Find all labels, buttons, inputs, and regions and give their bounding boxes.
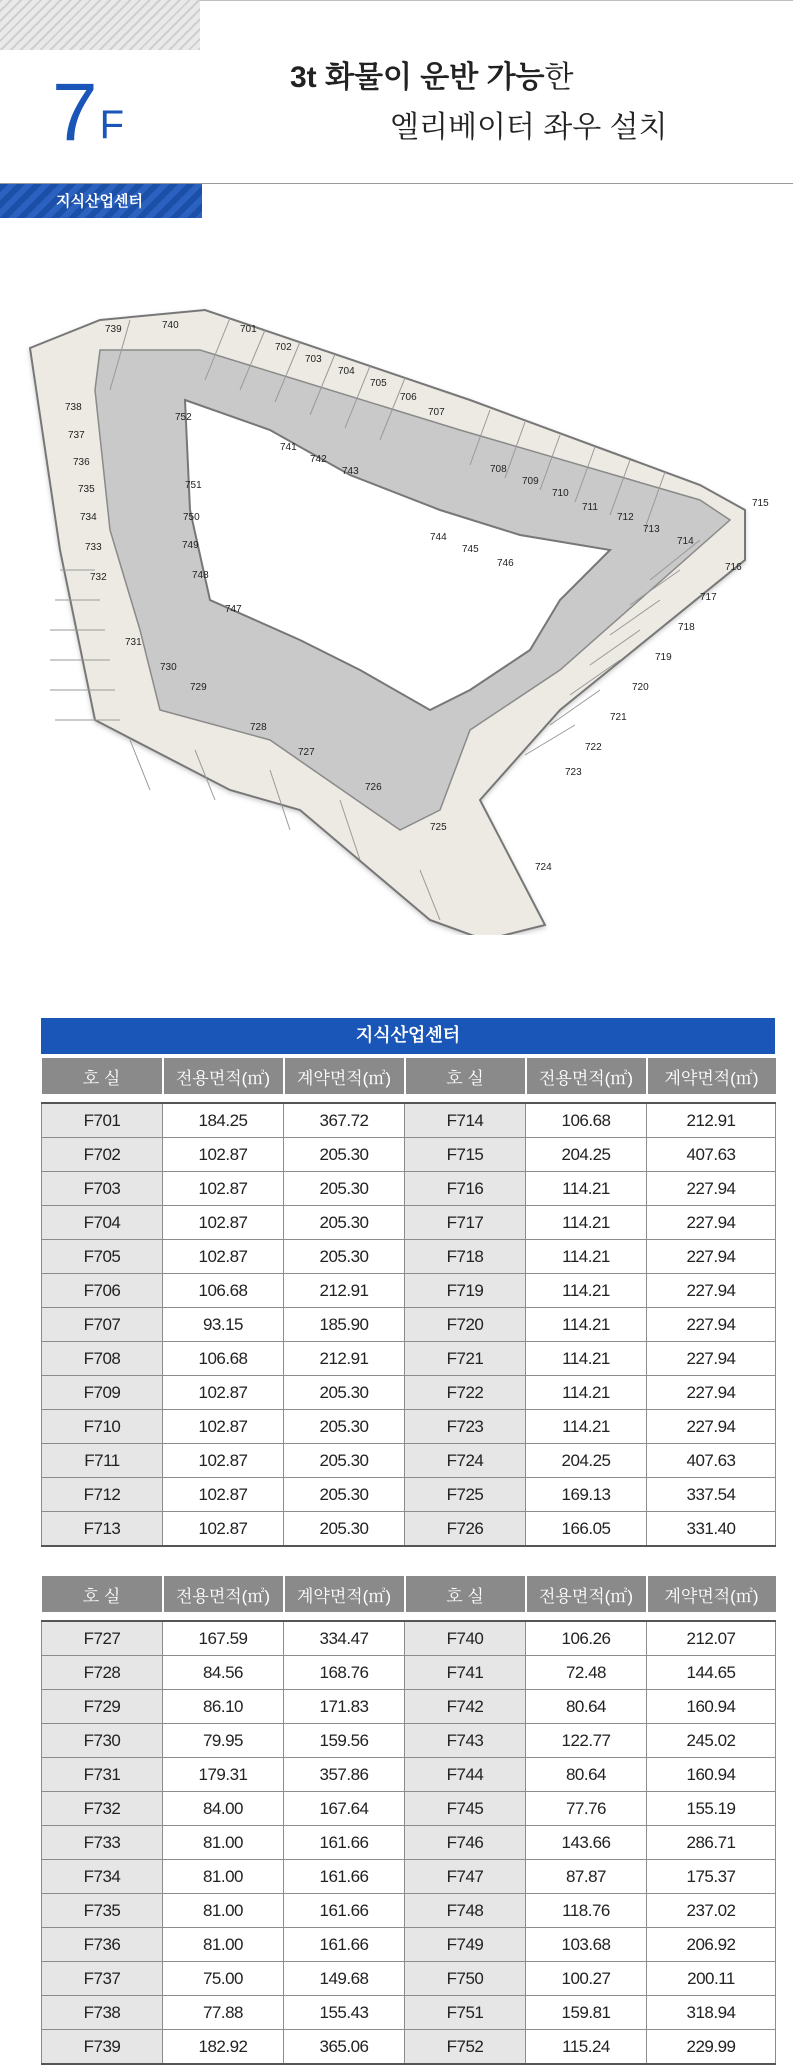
table-row xyxy=(42,1103,776,1138)
exclusive-area-cell: 114.21 xyxy=(526,1274,647,1308)
contract-area-cell: 155.43 xyxy=(284,1996,405,2030)
contract-area-cell: 205.30 xyxy=(284,1444,405,1478)
contract-area-cell: 227.94 xyxy=(647,1342,776,1376)
unit-label-739: 739 xyxy=(105,324,122,335)
exclusive-area-cell: 106.26 xyxy=(526,1621,647,1656)
unit-label-752: 752 xyxy=(175,412,192,423)
room-cell: F715 xyxy=(405,1138,526,1172)
table-row xyxy=(42,1444,776,1478)
contract-area-cell: 161.66 xyxy=(284,1928,405,1962)
unit-label-710: 710 xyxy=(552,488,569,499)
unit-label-711: 711 xyxy=(582,502,598,513)
exclusive-area-cell: 179.31 xyxy=(163,1758,284,1792)
room-cell: F736 xyxy=(42,1928,163,1962)
table-header-row xyxy=(42,1576,776,1612)
contract-area-cell: 205.30 xyxy=(284,1138,405,1172)
table-row xyxy=(42,1342,776,1376)
contract-area-cell: 144.65 xyxy=(647,1656,776,1690)
column-header: 전용면적(㎡) xyxy=(163,1058,284,1094)
contract-area-cell: 205.30 xyxy=(284,1512,405,1547)
contract-area-cell: 212.91 xyxy=(284,1342,405,1376)
unit-label-737: 737 xyxy=(68,430,85,441)
room-cell: F723 xyxy=(405,1410,526,1444)
column-header: 호 실 xyxy=(405,1058,526,1094)
room-cell: F706 xyxy=(42,1274,163,1308)
contract-area-cell: 407.63 xyxy=(647,1444,776,1478)
contract-area-cell: 212.91 xyxy=(647,1103,776,1138)
exclusive-area-cell: 114.21 xyxy=(526,1410,647,1444)
exclusive-area-cell: 118.76 xyxy=(526,1894,647,1928)
exclusive-area-cell: 143.66 xyxy=(526,1826,647,1860)
unit-label-717: 717 xyxy=(700,592,717,603)
room-cell: F718 xyxy=(405,1240,526,1274)
table-row xyxy=(42,1690,776,1724)
room-cell: F749 xyxy=(405,1928,526,1962)
table-row xyxy=(42,1860,776,1894)
unit-label-709: 709 xyxy=(522,476,539,487)
contract-area-cell: 161.66 xyxy=(284,1860,405,1894)
table-title: 지식산업센터 xyxy=(41,1018,775,1054)
unit-label-738: 738 xyxy=(65,402,82,413)
header-hatch-decoration xyxy=(0,0,200,50)
table-row xyxy=(42,1274,776,1308)
unit-label-731: 731 xyxy=(125,637,142,648)
contract-area-cell: 331.40 xyxy=(647,1512,776,1547)
contract-area-cell: 318.94 xyxy=(647,1996,776,2030)
unit-label-742: 742 xyxy=(310,454,327,465)
room-cell: F719 xyxy=(405,1274,526,1308)
exclusive-area-cell: 80.64 xyxy=(526,1690,647,1724)
unit-label-723: 723 xyxy=(565,767,582,778)
column-header: 호 실 xyxy=(42,1058,163,1094)
column-header: 전용면적(㎡) xyxy=(526,1576,647,1612)
exclusive-area-cell: 102.87 xyxy=(163,1376,284,1410)
area-table-1 xyxy=(41,1058,776,1547)
table-row xyxy=(42,1928,776,1962)
exclusive-area-cell: 77.76 xyxy=(526,1792,647,1826)
exclusive-area-cell: 102.87 xyxy=(163,1138,284,1172)
table-row xyxy=(42,1240,776,1274)
unit-label-725: 725 xyxy=(430,822,447,833)
room-cell: F731 xyxy=(42,1758,163,1792)
contract-area-cell: 227.94 xyxy=(647,1274,776,1308)
room-cell: F705 xyxy=(42,1240,163,1274)
section-tag: 지식산업센터 xyxy=(0,184,202,218)
exclusive-area-cell: 102.87 xyxy=(163,1206,284,1240)
column-header: 호 실 xyxy=(405,1576,526,1612)
room-cell: F733 xyxy=(42,1826,163,1860)
exclusive-area-cell: 106.68 xyxy=(163,1274,284,1308)
unit-label-748: 748 xyxy=(192,570,209,581)
room-cell: F750 xyxy=(405,1962,526,1996)
contract-area-cell: 407.63 xyxy=(647,1138,776,1172)
contract-area-cell: 175.37 xyxy=(647,1860,776,1894)
room-cell: F729 xyxy=(42,1690,163,1724)
room-cell: F737 xyxy=(42,1962,163,1996)
exclusive-area-cell: 79.95 xyxy=(163,1724,284,1758)
table-row xyxy=(42,1138,776,1172)
contract-area-cell: 357.86 xyxy=(284,1758,405,1792)
contract-area-cell: 171.83 xyxy=(284,1690,405,1724)
unit-label-744: 744 xyxy=(430,532,447,543)
table-row xyxy=(42,1962,776,1996)
contract-area-cell: 185.90 xyxy=(284,1308,405,1342)
exclusive-area-cell: 81.00 xyxy=(163,1860,284,1894)
contract-area-cell: 205.30 xyxy=(284,1478,405,1512)
table-row xyxy=(42,1758,776,1792)
room-cell: F720 xyxy=(405,1308,526,1342)
room-cell: F701 xyxy=(42,1103,163,1138)
contract-area-cell: 205.30 xyxy=(284,1206,405,1240)
room-cell: F746 xyxy=(405,1826,526,1860)
exclusive-area-cell: 114.21 xyxy=(526,1308,647,1342)
table-row xyxy=(42,1308,776,1342)
exclusive-area-cell: 114.21 xyxy=(526,1342,647,1376)
room-cell: F739 xyxy=(42,2030,163,2065)
unit-label-751: 751 xyxy=(185,480,202,491)
unit-label-730: 730 xyxy=(160,662,177,673)
exclusive-area-cell: 75.00 xyxy=(163,1962,284,1996)
exclusive-area-cell: 122.77 xyxy=(526,1724,647,1758)
exclusive-area-cell: 114.21 xyxy=(526,1206,647,1240)
unit-label-716: 716 xyxy=(725,562,742,573)
exclusive-area-cell: 115.24 xyxy=(526,2030,647,2065)
exclusive-area-cell: 81.00 xyxy=(163,1826,284,1860)
contract-area-cell: 245.02 xyxy=(647,1724,776,1758)
contract-area-cell: 337.54 xyxy=(647,1478,776,1512)
unit-label-720: 720 xyxy=(632,682,649,693)
contract-area-cell: 160.94 xyxy=(647,1690,776,1724)
column-header: 호 실 xyxy=(42,1576,163,1612)
exclusive-area-cell: 182.92 xyxy=(163,2030,284,2065)
column-header: 계약면적(㎡) xyxy=(647,1576,776,1612)
exclusive-area-cell: 169.13 xyxy=(526,1478,647,1512)
unit-label-736: 736 xyxy=(73,457,90,468)
exclusive-area-cell: 102.87 xyxy=(163,1512,284,1547)
exclusive-area-cell: 100.27 xyxy=(526,1962,647,1996)
contract-area-cell: 227.94 xyxy=(647,1172,776,1206)
exclusive-area-cell: 102.87 xyxy=(163,1410,284,1444)
headline-line-2: 엘리베이터 좌우 설치 xyxy=(390,111,668,144)
room-cell: F735 xyxy=(42,1894,163,1928)
room-cell: F712 xyxy=(42,1478,163,1512)
room-cell: F717 xyxy=(405,1206,526,1240)
room-cell: F710 xyxy=(42,1410,163,1444)
unit-label-704: 704 xyxy=(338,366,355,377)
exclusive-area-cell: 106.68 xyxy=(163,1342,284,1376)
exclusive-area-cell: 102.87 xyxy=(163,1444,284,1478)
room-cell: F725 xyxy=(405,1478,526,1512)
exclusive-area-cell: 167.59 xyxy=(163,1621,284,1656)
unit-label-729: 729 xyxy=(190,682,207,693)
contract-area-cell: 227.94 xyxy=(647,1206,776,1240)
unit-label-749: 749 xyxy=(182,540,199,551)
unit-label-718: 718 xyxy=(678,622,695,633)
room-cell: F709 xyxy=(42,1376,163,1410)
contract-area-cell: 227.94 xyxy=(647,1376,776,1410)
exclusive-area-cell: 204.25 xyxy=(526,1444,647,1478)
unit-label-708: 708 xyxy=(490,464,507,475)
unit-label-734: 734 xyxy=(80,512,97,523)
exclusive-area-cell: 166.05 xyxy=(526,1512,647,1547)
room-cell: F703 xyxy=(42,1172,163,1206)
unit-label-715: 715 xyxy=(752,498,769,509)
exclusive-area-cell: 84.00 xyxy=(163,1792,284,1826)
room-cell: F732 xyxy=(42,1792,163,1826)
contract-area-cell: 205.30 xyxy=(284,1376,405,1410)
unit-label-745: 745 xyxy=(462,544,479,555)
contract-area-cell: 200.11 xyxy=(647,1962,776,1996)
room-cell: F748 xyxy=(405,1894,526,1928)
table-row xyxy=(42,2030,776,2065)
contract-area-cell: 205.30 xyxy=(284,1240,405,1274)
unit-label-732: 732 xyxy=(90,572,107,583)
table-row xyxy=(42,1724,776,1758)
exclusive-area-cell: 72.48 xyxy=(526,1656,647,1690)
column-header: 계약면적(㎡) xyxy=(284,1576,405,1612)
unit-label-735: 735 xyxy=(78,484,95,495)
table-row xyxy=(42,1656,776,1690)
unit-label-703: 703 xyxy=(305,354,322,365)
headline-line-1 xyxy=(290,52,668,96)
table-row xyxy=(42,1894,776,1928)
exclusive-area-cell: 87.87 xyxy=(526,1860,647,1894)
contract-area-cell: 227.94 xyxy=(647,1240,776,1274)
unit-label-713: 713 xyxy=(643,524,660,535)
table-row xyxy=(42,1172,776,1206)
room-cell: F740 xyxy=(405,1621,526,1656)
room-cell: F714 xyxy=(405,1103,526,1138)
unit-label-707: 707 xyxy=(428,407,445,418)
floor-plan xyxy=(0,270,793,935)
table-row xyxy=(42,1621,776,1656)
table-row xyxy=(42,1792,776,1826)
room-cell: F707 xyxy=(42,1308,163,1342)
exclusive-area-cell: 102.87 xyxy=(163,1478,284,1512)
room-cell: F745 xyxy=(405,1792,526,1826)
contract-area-cell: 227.94 xyxy=(647,1308,776,1342)
exclusive-area-cell: 159.81 xyxy=(526,1996,647,2030)
table-row xyxy=(42,1376,776,1410)
unit-label-728: 728 xyxy=(250,722,267,733)
exclusive-area-cell: 80.64 xyxy=(526,1758,647,1792)
room-cell: F730 xyxy=(42,1724,163,1758)
table-row xyxy=(42,1512,776,1547)
exclusive-area-cell: 114.21 xyxy=(526,1172,647,1206)
room-cell: F751 xyxy=(405,1996,526,2030)
exclusive-area-cell: 81.00 xyxy=(163,1894,284,1928)
contract-area-cell: 155.19 xyxy=(647,1792,776,1826)
unit-label-733: 733 xyxy=(85,542,102,553)
contract-area-cell: 168.76 xyxy=(284,1656,405,1690)
room-cell: F726 xyxy=(405,1512,526,1547)
exclusive-area-cell: 93.15 xyxy=(163,1308,284,1342)
unit-label-705: 705 xyxy=(370,378,387,389)
unit-label-719: 719 xyxy=(655,652,672,663)
column-header: 전용면적(㎡) xyxy=(163,1576,284,1612)
floor-label xyxy=(52,67,125,158)
room-cell: F747 xyxy=(405,1860,526,1894)
exclusive-area-cell: 114.21 xyxy=(526,1376,647,1410)
unit-label-740: 740 xyxy=(162,320,179,331)
contract-area-cell: 159.56 xyxy=(284,1724,405,1758)
table-row xyxy=(42,1478,776,1512)
exclusive-area-cell: 102.87 xyxy=(163,1240,284,1274)
table-header-row xyxy=(42,1058,776,1094)
exclusive-area-cell: 106.68 xyxy=(526,1103,647,1138)
exclusive-area-cell: 103.68 xyxy=(526,1928,647,1962)
unit-label-750: 750 xyxy=(183,512,200,523)
contract-area-cell: 149.68 xyxy=(284,1962,405,1996)
contract-area-cell: 160.94 xyxy=(647,1758,776,1792)
column-header: 전용면적(㎡) xyxy=(526,1058,647,1094)
area-table-2 xyxy=(41,1576,776,2065)
unit-label-747: 747 xyxy=(225,604,242,615)
contract-area-cell: 227.94 xyxy=(647,1410,776,1444)
contract-area-cell: 161.66 xyxy=(284,1894,405,1928)
room-cell: F716 xyxy=(405,1172,526,1206)
contract-area-cell: 161.66 xyxy=(284,1826,405,1860)
room-cell: F742 xyxy=(405,1690,526,1724)
room-cell: F724 xyxy=(405,1444,526,1478)
table-row xyxy=(42,1410,776,1444)
contract-area-cell: 212.07 xyxy=(647,1621,776,1656)
header-top-line xyxy=(200,0,793,1)
table-row xyxy=(42,1206,776,1240)
unit-label-714: 714 xyxy=(677,536,694,547)
contract-area-cell: 229.99 xyxy=(647,2030,776,2065)
unit-label-701: 701 xyxy=(240,324,257,335)
room-cell: F722 xyxy=(405,1376,526,1410)
contract-area-cell: 334.47 xyxy=(284,1621,405,1656)
unit-label-712: 712 xyxy=(617,512,634,523)
floor-number: 7 xyxy=(52,67,96,158)
room-cell: F734 xyxy=(42,1860,163,1894)
unit-label-722: 722 xyxy=(585,742,602,753)
room-cell: F743 xyxy=(405,1724,526,1758)
room-cell: F702 xyxy=(42,1138,163,1172)
room-cell: F713 xyxy=(42,1512,163,1547)
unit-label-727: 727 xyxy=(298,747,315,758)
room-cell: F728 xyxy=(42,1656,163,1690)
headline xyxy=(290,52,668,146)
exclusive-area-cell: 84.56 xyxy=(163,1656,284,1690)
contract-area-cell: 167.64 xyxy=(284,1792,405,1826)
unit-label-721: 721 xyxy=(610,712,627,723)
room-cell: F752 xyxy=(405,2030,526,2065)
column-header: 계약면적(㎡) xyxy=(647,1058,776,1094)
contract-area-cell: 365.06 xyxy=(284,2030,405,2065)
room-cell: F721 xyxy=(405,1342,526,1376)
exclusive-area-cell: 184.25 xyxy=(163,1103,284,1138)
room-cell: F711 xyxy=(42,1444,163,1478)
contract-area-cell: 205.30 xyxy=(284,1172,405,1206)
room-cell: F727 xyxy=(42,1621,163,1656)
unit-label-743: 743 xyxy=(342,466,359,477)
unit-label-702: 702 xyxy=(275,342,292,353)
room-cell: F704 xyxy=(42,1206,163,1240)
contract-area-cell: 206.92 xyxy=(647,1928,776,1962)
room-cell: F741 xyxy=(405,1656,526,1690)
contract-area-cell: 367.72 xyxy=(284,1103,405,1138)
contract-area-cell: 212.91 xyxy=(284,1274,405,1308)
exclusive-area-cell: 204.25 xyxy=(526,1138,647,1172)
room-cell: F738 xyxy=(42,1996,163,2030)
headline-light: 한 xyxy=(544,61,574,94)
exclusive-area-cell: 114.21 xyxy=(526,1240,647,1274)
table-row xyxy=(42,1826,776,1860)
contract-area-cell: 286.71 xyxy=(647,1826,776,1860)
headline-bold: 3t 화물이 운반 가능 xyxy=(290,61,545,94)
unit-label-746: 746 xyxy=(497,558,514,569)
exclusive-area-cell: 86.10 xyxy=(163,1690,284,1724)
table-row xyxy=(42,1996,776,2030)
exclusive-area-cell: 81.00 xyxy=(163,1928,284,1962)
room-cell: F744 xyxy=(405,1758,526,1792)
unit-label-706: 706 xyxy=(400,392,417,403)
unit-label-726: 726 xyxy=(365,782,382,793)
contract-area-cell: 237.02 xyxy=(647,1894,776,1928)
room-cell: F708 xyxy=(42,1342,163,1376)
exclusive-area-cell: 77.88 xyxy=(163,1996,284,2030)
unit-label-724: 724 xyxy=(535,862,552,873)
floor-unit: F xyxy=(99,103,125,147)
contract-area-cell: 205.30 xyxy=(284,1410,405,1444)
column-header: 계약면적(㎡) xyxy=(284,1058,405,1094)
exclusive-area-cell: 102.87 xyxy=(163,1172,284,1206)
unit-label-741: 741 xyxy=(280,442,297,453)
